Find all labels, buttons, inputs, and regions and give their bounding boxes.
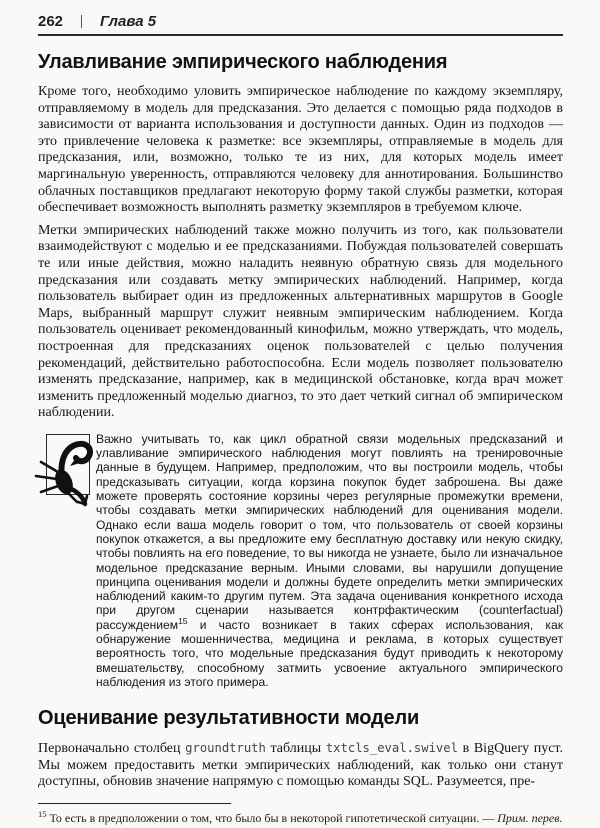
note-text-part2: и часто возникает в таких сферах использования, как обнаружение мошенничества, медицина и реклама, в которых существует вероятность того, что модельные предсказания будут приводить к некоторому вмешательству, способному затмить усвоение актуального эмпирического наблюдения из этого примера. [96, 617, 563, 689]
code-table-name: txtcls_eval.swivel [325, 741, 458, 756]
footnote-attribution: Прим. перев. [497, 811, 563, 825]
note-text-part1: Важно учитывать то, как цикл обратной связи модельных предсказаний и улавливание эмпирического наблюдения могут повлиять на тренировочные данные в будущем. Например, предположим, что вы построили модель, чтобы предсказывать ситуации, когда корзина покупок будет заброшена. Вы даже можете проверять состояние корзины через регулярные промежутки времени, чтобы создавать метки эмпирических наблюдений для оценивания модели. Однако если ваша модель говорит о том, что пользователь от своей корзины покупок откажется, а вы предложите ему бесплатную доставку или некую скидку, чтобы повлиять на его поведение, то вы никогда не узнаете, было ли изначальное модельное предсказание верным. Иными словами, вы нарушили допущение принципа оценивания модели и должны будете определить метки эмпирических наблюдений каким-то другим путем. Эта задача оценивания конкретного исхода при другом сценарии называется контрфактическим (counterfactual) рассуждением [96, 431, 563, 632]
warning-note [38, 432, 563, 689]
paragraph-evaluate-1 [38, 740, 563, 791]
header-rule [38, 34, 563, 36]
footnote-text: То есть в предположении о том, что было бы в некоторой гипотетической ситуации. — [46, 811, 498, 825]
paragraph-capture-2: Метки эмпирических наблюдений также можно получить из того, как пользователи взаимодействуют с моделью и ее предсказаниями. Побуждая пользователей совершать те или иные действия, можно наладить неявную обратную связь для модельного предсказания или создавать метку эмпирических наблюдений. Например, когда пользователь выбирает один из предложенных альтернативных маршрутов в Google Maps, выбранный маршрут служит неявным эмпирическим наблюдением. Когда пользователь оценивает рекомендованный кинофильм, можно утверждать, что модель, построенная для предсказаниях оценок пользователей с целью получения рекомендаций, действительно работоспособна. Если модель позволяет пользователю изменять предсказание, например, как в медицинской обстановке, когда врач может изменить предложенный моделью диагноз, то это дает четкий сигнал об эмпирическом наблюдении. [38, 222, 563, 421]
footnote-reference: 15 [178, 615, 188, 626]
section-title-capture: Улавливание эмпирического наблюдения [38, 51, 448, 73]
text-segment: Первоначально столбец [38, 741, 186, 757]
code-groundtruth: groundtruth [185, 741, 266, 756]
scorpion-icon [46, 434, 90, 495]
section-title-evaluate: Оценивание результативности модели [38, 707, 420, 730]
running-header [38, 13, 563, 30]
text-segment: таблицы [265, 741, 326, 757]
text-segment: в BigQuery пуст. Мы можем предоставить метки эмпирических наблюдений, как только они станут доступны, обновив значение напрямую с помощью команды SQL. Разумеется, пре- [38, 741, 563, 790]
chapter-label: Глава 5 [100, 13, 157, 30]
note-icon-column [38, 432, 96, 689]
paragraph-capture-1: Кроме того, необходимо уловить эмпирическое наблюдение по каждому экземпляру, отправляемому в модель для предсказания. Это делается с помощью ряда подходов в зависимости от варианта использования и доступности данных. Один из подходов — это привлечение человека к разметке: все экземпляры, отправляемые в модель для предсказания, или, возможно, только те из них, для которых модель имеет маргинальную уверенность, отправляются человеку для аннотирования. Большинство облачных поставщиков предлагают некоторую форму такой службы разметки, которая обеспечивает возможность выполнять разметку экземпляров в требуемом ключе. [38, 84, 563, 216]
page-number: 262 [38, 13, 64, 30]
footnote [38, 811, 563, 826]
footnote-marker: 15 [38, 809, 47, 819]
header-separator [81, 15, 82, 28]
footnote-rule [38, 803, 231, 804]
note-text [96, 432, 563, 689]
